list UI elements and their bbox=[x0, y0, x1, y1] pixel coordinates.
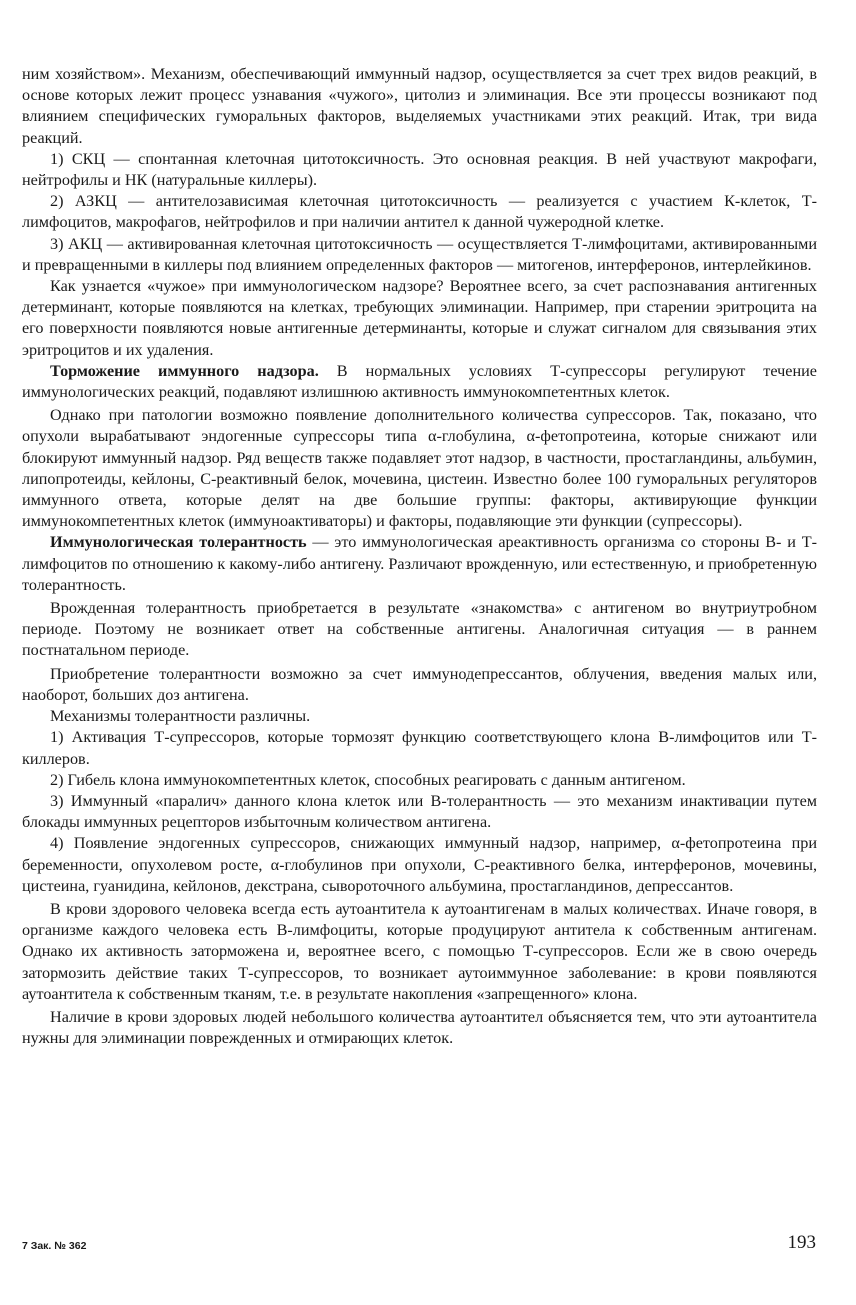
paragraph-pathology: Однако при патологии возможно появление дополнительного количества супрессоров. Так, показано, что опухоли вырабатывают эндогенные супрессоры типа α-глобулина, α-фетопротеина, которые снижают или блокируют иммунный надзор. Ряд веществ также подавляет этот надзор, в частности, простагландины, альбумин, липопротеиды, кейлоны, С-реактивный белок, мочевина, цистеин. Известно более 100 гуморальных регуляторов иммунного ответа, которые делят на две большие группы: факторы, активирующие функции иммунокомпетентных клеток (иммуноактиваторы) и факторы, подавляющие эти функции (супрессоры). bbox=[22, 406, 817, 531]
paragraph-tolerance-text: — это иммунологическая ареактивность организма со стороны В- и Т-лимфоцитов по отношению к какому-либо антигену. Различают врожденную, или естественную, и приобретенную толерантность. bbox=[22, 533, 817, 594]
paragraph-innate-tolerance: Врожденная толерантность приобретается в результате «знакомства» с антигеном во внутриутробном периоде. Поэтому не возникает ответ на собственные антигены. Аналогичная ситуация — в раннем постнатальном периоде. bbox=[22, 599, 817, 660]
paragraph-inhibition-text: В нормальных условиях Т-супрессоры регулируют течение иммунологических реакций, подавляют излишнюю активность иммунокомпетентных клеток. bbox=[22, 361, 817, 402]
paragraph-mechanisms: Механизмы толерантности различны. bbox=[50, 707, 311, 726]
list-item-mechanism-2: 2) Гибель клона иммунокомпетентных клеток, способных реагировать с данным антигеном. bbox=[50, 770, 686, 789]
paragraph-inhibition bbox=[22, 361, 817, 403]
heading-inhibition: Торможение иммунного надзора. bbox=[50, 361, 319, 380]
page-number: 193 bbox=[787, 1232, 816, 1253]
paragraph-recognition: Как узнается «чужое» при иммунологическом надзоре? Вероятнее всего, за счет распознавания антигенных детерминант, которые появляются на клетках, требующих элиминации. Например, при старении эритроцита на его поверхности появляются новые антигенные детерминанты, которые и служат сигналом для связывания этих эритроцитов и их удаления. bbox=[22, 277, 817, 359]
list-item-mechanism-3: 3) Иммунный «паралич» данного клона клеток или В-толерантность — это механизм инактивации путем блокады иммунных рецепторов избыточным количеством антигена. bbox=[22, 791, 817, 832]
paragraph-skc: 1) СКЦ — спонтанная клеточная цитотоксичность. Это основная реакция. В ней участвуют макрофаги, нейтрофилы и НК (натуральные киллеры). bbox=[22, 149, 817, 190]
body-text bbox=[22, 64, 817, 1049]
heading-tolerance: Иммунологическая толерантность bbox=[50, 533, 307, 552]
paragraph-acquired-tolerance: Приобретение толерантности возможно за счет иммунодепрессантов, облучения, введения малых или, наоборот, больших доз антигена. bbox=[22, 664, 817, 704]
paragraph-akc: 3) АКЦ — активированная клеточная цитотоксичность — осуществляется Т-лимфоцитами, активированными и превращенными в киллеры под влиянием определенных факторов — митогенов, интерферонов, интерлейкинов. bbox=[22, 234, 817, 274]
list-item-mechanism-1: 1) Активация Т-супрессоров, которые тормозят функцию соответствующего клона В-лимфоцитов или Т-киллеров. bbox=[22, 728, 817, 768]
paragraph-tolerance bbox=[22, 532, 817, 596]
paragraph-azkc: 2) АЗКЦ — антителозависимая клеточная цитотоксичность — реализуется с участием К-клеток, Т-лимфоцитов, макрофагов, нейтрофилов и при наличии антител к данной чужеродной клетке. bbox=[22, 192, 817, 232]
paragraph-conclusion: Наличие в крови здоровых людей небольшого количества аутоантител объясняется тем, что эти аутоантитела нужны для элиминации поврежденных и отмирающих клеток. bbox=[22, 1007, 817, 1048]
list-item-mechanism-4: 4) Появление эндогенных супрессоров, снижающих иммунный надзор, например, α-фетопротеина при беременности, опухолевом росте, α-глобулинов при опухоли, С-реактивного белка, интерферонов, мочевины, цистеина, гуанидина, кейлонов, декстрана, сывороточного альбумина, простагландинов, депрессантов. bbox=[22, 834, 817, 895]
print-order-mark: 7 Зак. № 362 bbox=[22, 1240, 87, 1252]
paragraph-autoantibodies: В крови здорового человека всегда есть аутоантитела к аутоантигенам в малых количествах. Иначе говоря, в организме каждого человека есть В-лимфоциты, которые продуцируют антитела к собственным антигенам. Однако их активность заторможена и, вероятнее всего, с помощью Т-супрессоров. Если же в свою очередь затормозить действие таких Т-супрессоров, то возникает аутоиммунное заболевание: в крови появляются аутоантитела к собственным тканям, т.е. в результате накопления «запрещенного» клона. bbox=[22, 899, 817, 1003]
paragraph-intro: ним хозяйством». Механизм, обеспечивающий иммунный надзор, осуществляется за счет трех видов реакций, в основе которых лежит процесс узнавания «чужого», цитолиз и элиминация. Все эти процессы возникают под влиянием специфических гуморальных факторов, выделяемых участниками этих реакций. Итак, три вида реакций. bbox=[22, 65, 817, 147]
